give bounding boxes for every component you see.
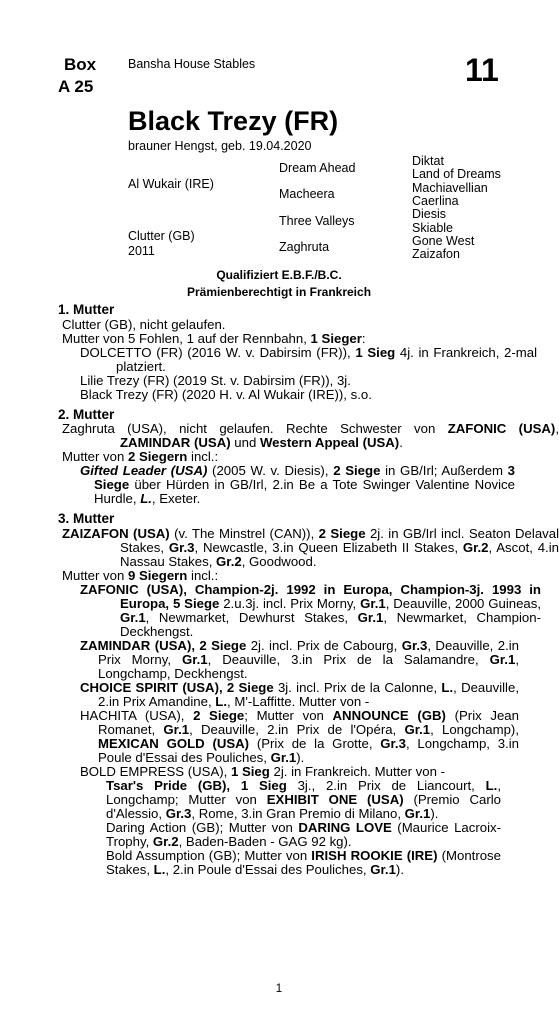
first-dam-text: Clutter (GB), nicht gelaufen. — [62, 317, 226, 332]
third-dam-text: Mutter von 9 Siegern incl.: — [62, 568, 219, 583]
pedigree-dam-year: 2011 — [128, 244, 155, 258]
first-dam-produce: Lilie Trezy (FR) (2019 St. v. Dabirsim (FR)), 3j. — [80, 373, 351, 388]
pedigree-gen3-4: Caerlina — [412, 194, 459, 208]
pedigree-dam-dam: Zaghruta — [279, 240, 330, 254]
third-dam-produce: HACHITA (USA), 2 Siege; Mutter von ANNOUNCE (GB) (Prix Jean Romanet, Gr.1, Deauville, 2.in Prix de l'Opéra, Gr.1, Longchamp), MEXICAN GOLD (USA) (Prix de la Grotte, Gr.3, Longchamp, 3.in Poule d'Essai des Pouliches, Gr.1). — [80, 708, 519, 765]
third-dam-produce: BOLD EMPRESS (USA), 1 Sieg 2j. in Frankreich. Mutter von - — [80, 764, 445, 779]
section-heading-second-dam: 2. Mutter — [58, 407, 115, 422]
pedigree-gen3-5: Diesis — [412, 207, 447, 221]
second-dam-text: Mutter von 2 Siegern incl.: — [62, 449, 219, 464]
first-dam-produce: DOLCETTO (FR) (2016 W. v. Dabirsim (FR)), 1 Sieg 4j. in Frankreich, 2-mal platziert. — [80, 345, 538, 374]
owner-name: Bansha House Stables — [128, 57, 256, 71]
pedigree-gen3-1: Diktat — [412, 154, 444, 168]
second-dam-text: Zaghruta (USA), nicht gelaufen. Rechte Schwester von ZAFONIC (USA), ZAMINDAR (USA) und Western Appeal (USA). — [62, 421, 559, 450]
first-dam-text: Mutter von 5 Fohlen, 1 auf der Rennbahn, 1 Sieger: — [62, 331, 366, 346]
pedigree-gen3-2: Land of Dreams — [412, 167, 501, 181]
pedigree-gen3-8: Zaizafon — [412, 247, 460, 261]
third-dam-text: ZAIZAFON (USA) (v. The Minstrel (CAN)), 2 Siege 2j. in GB/Irl incl. Seaton Delaval Stakes, Gr.3, Newcastle, 3.in Queen Elizabeth II Stakes, Gr.2, Ascot, 4.in Nassau Stakes, Gr.2, Goodwood. — [62, 526, 559, 569]
third-dam-produce: Daring Action (GB); Mutter von DARING LOVE (Maurice Lacroix-Trophy, Gr.2, Baden-Baden - GAG 92 kg). — [106, 820, 501, 849]
third-dam-produce: Bold Assumption (GB); Mutter von IRISH ROOKIE (IRE) (Montrose Stakes, L., 2.in Poule d'Essai des Pouliches, Gr.1). — [106, 848, 501, 877]
pedigree-gen3-3: Machiavellian — [412, 181, 488, 195]
page-number: 1 — [275, 983, 283, 995]
third-dam-produce: CHOICE SPIRIT (USA), 2 Siege 3j. incl. Prix de la Calonne, L., Deauville, 2.in Prix Amandine, L., M'-Laffitte. Mutter von - — [80, 680, 519, 709]
section-heading-third-dam: 3. Mutter — [58, 511, 115, 526]
pedigree-gen3-7: Gone West — [412, 234, 475, 248]
pedigree-dam: Clutter (GB) — [128, 229, 195, 243]
third-dam-produce: Tsar's Pride (GB), 1 Sieg 3j., 2.in Prix de Liancourt, L., Longchamp; Mutter von EXHIBIT ONE (USA) (Premio Carlo d'Alessio, Gr.3, Rome, 3.in Gran Premio di Milano, Gr.1). — [106, 778, 501, 821]
box-label: Box A 25 — [58, 55, 97, 96]
section-heading-first-dam: 1. Mutter — [58, 302, 115, 317]
third-dam-produce: ZAFONIC (USA), Champion-2j. 1992 in Europa, Champion-3j. 1993 in Europa, 5 Siege 2.u.3j. incl. Prix Morny, Gr.1, Deauville, 2000 Guineas, Gr.1, Newmarket, Dewhurst Stakes, Gr.1, Newmarket, Champion-Deckhengst. — [80, 582, 542, 639]
pedigree-sire: Al Wukair (IRE) — [128, 177, 214, 191]
pedigree-gen3-6: Skiable — [412, 221, 453, 235]
qualification-line-2: Prämienberechtigt in Frankreich — [186, 285, 372, 299]
pedigree-sire-dam: Macheera — [279, 187, 335, 201]
pedigree-dam-sire: Three Valleys — [279, 214, 355, 228]
horse-description: brauner Hengst, geb. 19.04.2020 — [128, 139, 312, 153]
first-dam-produce: Black Trezy (FR) (2020 H. v. Al Wukair (IRE)), s.o. — [80, 387, 372, 402]
qualification-line-1: Qualifiziert E.B.F./B.C. — [216, 268, 342, 282]
second-dam-produce: Gifted Leader (USA) (2005 W. v. Diesis), 2 Siege in GB/Irl; Außerdem 3 Siege über Hürden in GB/Irl, 2.in Be a Tote Swinger Valentine Novice Hurdle, L., Exeter. — [80, 463, 515, 506]
lot-number: 11 — [465, 52, 499, 88]
third-dam-produce: ZAMINDAR (USA), 2 Siege 2j. incl. Prix de Cabourg, Gr.3, Deauville, 2.in Prix Morny, Gr.1, Deauville, 3.in Prix de la Salamandre, Gr.1, Longchamp, Deckhengst. — [80, 638, 519, 681]
pedigree-sire-sire: Dream Ahead — [279, 161, 356, 175]
horse-name: Black Trezy (FR) — [128, 106, 339, 136]
